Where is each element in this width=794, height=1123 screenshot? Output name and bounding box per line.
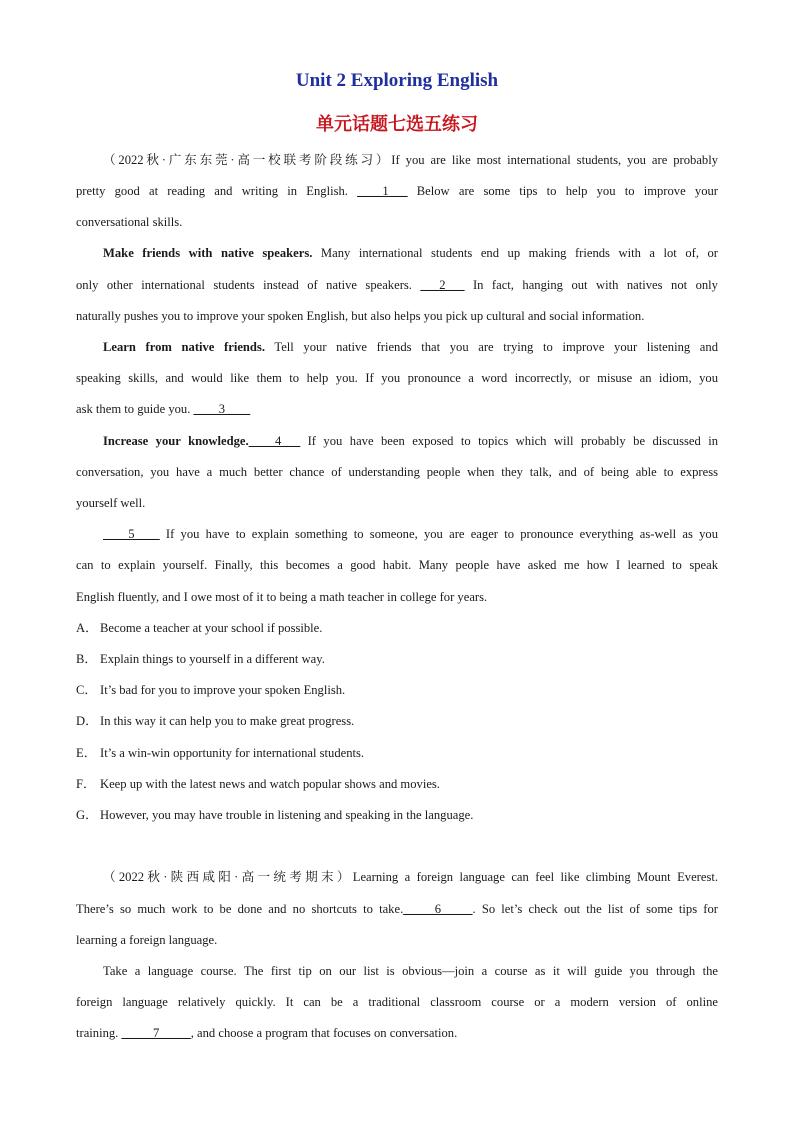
page-subtitle: 单元话题七选五练习	[316, 114, 478, 135]
blank-4[interactable]: ___4___	[248, 434, 301, 448]
option-f[interactable]: F． Keep up with the latest news and watch popular shows and movies.	[76, 777, 440, 791]
blank-1[interactable]: ____1___	[357, 184, 408, 198]
heading-increase-knowledge: Increase your knowledge.	[103, 434, 249, 448]
option-d[interactable]: D． In this way it can help you to make great progress.	[76, 714, 355, 728]
option-a[interactable]: A． Become a teacher at your school if possible.	[76, 621, 323, 635]
blank-5[interactable]: ____5____	[103, 527, 160, 541]
passage2-line-2: There’s so much work to be done and no shortcuts to take._____6_____. So let’s check out the list of some tips for	[76, 902, 718, 916]
passage1-line-1: （2022秋·广东东莞·高一校联考阶段练习）If you are like most international students, you are probably	[103, 153, 718, 167]
passage1-para5-line-3: English fluently, and I owe most of it to being a math teacher in college for years.	[76, 590, 488, 604]
passage1-para3-line-3: ask them to guide you. ____3____	[76, 402, 251, 416]
heading-make-friends: Make friends with native speakers.	[103, 246, 313, 260]
passage1-para4-line-3: yourself well.	[76, 496, 146, 510]
passage2-para2-line-1: Take a language course. The first tip on our list is obvious—join a course as it will guide you through the	[103, 964, 718, 978]
passage1-para4-line-1: Increase your knowledge. ___4___ If you have been exposed to topics which will probably be discussed in	[103, 434, 718, 448]
passage2-line-3: learning a foreign language.	[76, 933, 218, 947]
passage2-line-1: （2022秋·陕西咸阳·高一统考期末）Learning a foreign language can feel like climbing Mount Everest.	[103, 870, 718, 884]
passage1-para2-line-1: Make friends with native speakers. Many international students end up making friends with a lot of, or	[103, 246, 718, 260]
passage1-para2-line-3: naturally pushes you to improve your spoken English, but also helps you pick up cultural and social information.	[76, 309, 645, 323]
passage1-para5-line-2: can to explain yourself. Finally, this becomes a good habit. Many people have asked me how I learned to speak	[76, 558, 718, 572]
blank-6[interactable]: _____6_____	[403, 902, 473, 916]
heading-learn-from-friends: Learn from native friends.	[103, 340, 265, 354]
passage1-para3-line-1: Learn from native friends. Tell your native friends that you are trying to improve your listening and	[103, 340, 718, 354]
option-g[interactable]: G． However, you may have trouble in listening and speaking in the language.	[76, 808, 474, 822]
passage1-line-2: pretty good at reading and writing in English. ____1___ Below are some tips to help you to improve your	[76, 184, 718, 198]
page-title: Unit 2 Exploring English	[295, 70, 499, 91]
passage2-para2-line-3: training. _____7_____, and choose a program that focuses on conversation.	[76, 1026, 458, 1040]
option-e[interactable]: E． It’s a win-win opportunity for international students.	[76, 746, 365, 760]
blank-3[interactable]: ____3____	[193, 402, 251, 416]
blank-7[interactable]: _____7_____	[121, 1026, 191, 1040]
passage1-para3-line-2: speaking skills, and would like them to help you. If you pronounce a word incorrectly, or misuse an idiom, you	[76, 371, 718, 385]
passage2-para2-line-2: foreign language relatively quickly. It can be a traditional classroom course or a modern version of online	[76, 995, 718, 1009]
passage1-para4-line-2: conversation, you have a much better chance of understanding people when they talk, and of being able to express	[76, 465, 718, 479]
option-c[interactable]: C． It’s bad for you to improve your spoken English.	[76, 683, 346, 697]
passage1-para5-line-1: ____5____ If you have to explain something to someone, you are eager to pronounce everything as-well as you	[103, 527, 718, 541]
passage1-line-3: conversational skills.	[76, 215, 183, 229]
passage1-para2-line-2: only other international students instead of native speakers. ___2___ In fact, hanging out with natives not only	[76, 278, 718, 292]
option-b[interactable]: B． Explain things to yourself in a different way.	[76, 652, 325, 666]
blank-2[interactable]: ___2___	[420, 278, 465, 292]
